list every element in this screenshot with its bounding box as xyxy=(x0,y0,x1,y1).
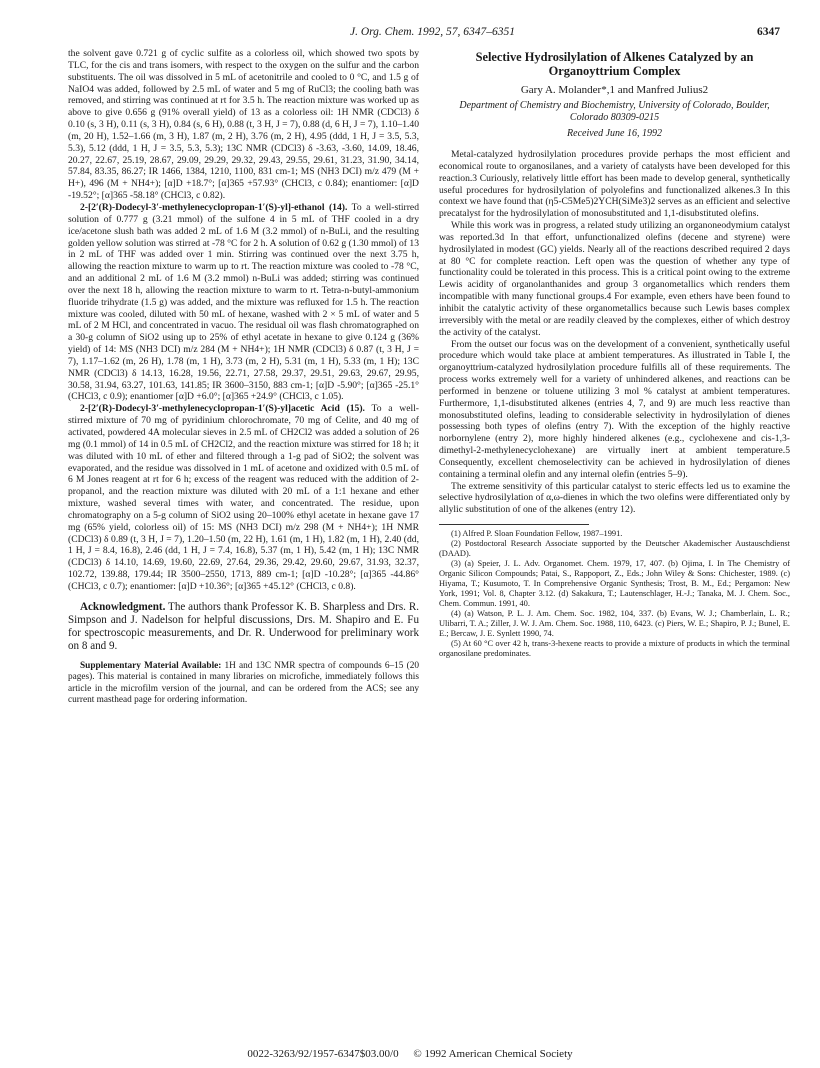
experimental-paragraph-3 xyxy=(68,403,419,593)
left-column xyxy=(68,48,419,707)
body-paragraph-3: From the outset our focus was on the development of a convenient, synthetically useful procedure which would take place at ambient temperatures. As illustrated in Table I, the organoyttrium-catalyzed hydrosilylation procedure fulfills all of these requirements. The process works extremely well for a variety of unhindered alkenes, and reactions can be performed in benzene or toluene utilizing 3 mol % catalyst at ambient temperatures. Furthermore, 1,1-disubstituted alkenes (entries 4, 7, and 9) are much less reactive than monosubstituted olefins, leading to considerable selectivity in hydrosilylation of dienes possessing both types of olefins (entry 7). With the exception of the highly reactive norbornylene (entry 2), more highly hindered alkenes (e.g., cyclohexene and cis-1,3-dimethyl-2-methylenecyclohexane) are virtually inert at ambient temperature.5 Consequently, excellent chemoselectivity can be achieved in hydrosilylation of dienes containing a terminal olefin and any internal olefin (entries 5–9). xyxy=(439,338,790,480)
footnote-5: (5) At 60 °C over 42 h, trans-3-hexene reacts to provide a mixture of products in which the terminal organosilane predominates. xyxy=(439,639,790,659)
body-paragraph-2: While this work was in progress, a related study utilizing an organoneodymium catalyst was reported.3d In that effort, unfunctionalized olefins (decene and styrene) were hydrosilylated in modest (GC) yields. Nearly all of the reactions described required 2 days at 80 °C for complete reaction. Left open was the question of whether any type of functionality could be tolerated in this process. This is a critical point owing to the extreme Lewis acidity of organolanthanides and group 3 organometallics which renders them incompatible with many functional groups.4 For example, even ethers have been found to inhibit the catalytic activity of these organometallics because such Lewis bases complex irreversibly with the metal or are readily cleaved by the complexes, either of which destroy the activity of the catalyst. xyxy=(439,220,790,338)
experimental-paragraph-2 xyxy=(68,202,419,403)
footnote-rule xyxy=(439,524,589,525)
supplementary-heading: Supplementary Material Available: xyxy=(80,660,222,671)
footnote-1: (1) Alfred P. Sloan Foundation Fellow, 1987–1991. xyxy=(451,529,623,539)
page-number: 6347 xyxy=(757,26,780,38)
footnote-4: (4) (a) Watson, P. L. J. Am. Chem. Soc. 1982, 104, 337. (b) Evans, W. J.; Chamberlain, L. R.; Ulibarri, T. A.; Ziller, J. W. J. Am. Chem. Soc. 1988, 110, 6423. (c) Piers, W. E.; Shapiro, P. J.; Bunel, E. E.; Bercaw, J. E. Synlett 1990, 74. xyxy=(439,609,790,639)
footnote-3: (3) (a) Speier, J. L. Adv. Organomet. Chem. 1979, 17, 407. (b) Ojima, I. In The Chemistry of Organic Silicon Compounds; Patai, S., Rappoport, Z., Eds.; John Wiley & Sons: Chichester, 1989. (c) Hiyama, T.; Kusumoto, T. In Comprehensive Organic Synthesis; Trost, B. M., Ed.; Pergamon: New York, 1991; Vol. 8, Chapter 3.12. (d) Sakakura, T.; Lautenschlager, H.-J.; Tanaka, M. J. Chem. Soc., Chem. Commun. 1991, 40. xyxy=(439,559,790,609)
page-footer xyxy=(0,1048,820,1060)
body-paragraph-1: Metal-catalyzed hydrosilylation procedures provide perhaps the most efficient and economical route to organosilanes, and a variety of catalysts have been developed for this reaction.3 Curiously, relatively little effort has been made to develop general, synthetically useful procedures for hydrosilylation of polyolefins and functionalized alkenes.3 In this context we have found that (η5-C5Me5)2YCH(SiMe3)2 serves as an efficient and selective precatalyst for the hydrosilylation of monosubstituted and 1,1-disubstituted olefins. xyxy=(439,149,790,220)
received-date: Received June 16, 1992 xyxy=(567,128,662,139)
experimental-paragraph-1: the solvent gave 0.721 g of cyclic sulfite as a colorless oil, which showed two spots by TLC, for the cis and trans isomers, with respect to the oxygen on the sulfur and the carbon substituents. The oil was dissolved in 5 mL of acetonitrile and cooled to 0 °C, and 1.5 g of NaIO4 was added, followed by 2.5 mL of water and 5 mg of RuCl3; the cooling bath was removed, and stirring was continued at rt for 3.5 h. The reaction mixture was worked up as above to give 0.656 g (91% overall yield) of 13 as a colorless oil: 1H NMR (CDCl3) δ 0.10 (s, 3 H), 0.11 (s, 3 H), 0.84 (s, 6 H), 0.88 (t, 3 H, J = 7), 0.88 (d, 6 H, J = 7), 1.10–1.40 (m, 20 H), 1.52–1.66 (m, 3 H), 1.87 (m, 2 H), 3.76 (m, 2 H), 4.95 (ddd, 1 H, J = 3.5, 5.3, 5.3), 5.12 (ddd, 1 H, J = 3.5, 5.3, 5.3); 13C NMR (CDCl3) δ -3.63, -3.60, 14.09, 18.46, 20.27, 22.67, 25.19, 28.67, 29.09, 29.29, 29.32, 29.43, 29.55, 29.61, 31.23, 31.90, 34.14, 57.84, 83.35, 86.27; IR 1466, 1384, 1210, 1100, 831 cm-1; MS (NH3 DCI) m/z 479 (M + H+), 496 (M + NH4+); [α]D +18.7°; [α]365 +57.93° (CHCl3, c 0.84); enantiomer: [α]D -19.52°; [α]365 -58.18° (CHCl3, c 0.82). xyxy=(68,48,419,202)
footnotes xyxy=(439,529,790,659)
article-title: Selective Hydrosilylation of Alkenes Catalyzed by an Organoyttrium Complex xyxy=(475,50,754,78)
right-column xyxy=(439,48,790,707)
acknowledgment-heading: Acknowledgment. xyxy=(80,600,166,613)
compound-14-body: To a well-stirred solution of 0.777 g (3.21 mmol) of the sulfone 4 in 5 mL of THF cooled in a dry ice/acetone slush bath was added 2 mL of 1.6 M (3.2 mmol) of n-BuLi, and the resulting golden yellow solution was stirred at -78 °C for 2 h. A solution of 0.62 g (1.30 mmol) of 13 in 2 mL of THF was added over 1 min. Stirring was continued over the next 3.75 h, allowing the reaction mixture to warm up to rt. The reaction mixture was cooled to -78 °C, and an additional 2 mL of 1.6 M (3.2 mmol) n-BuLi was added; stirring was continued over the next 18 h, allowing the reaction mixture to warm to rt. Tetra-n-butyl-ammonium fluoride trihydrate (1.5 g) was added, and the mixture was refluxed for 1.5 h. The reaction mixture was cooled, diluted with 50 mL of hexane, washed with 2 × 5 mL of water and 5 mL of 2 M HCl, and concentrated in vacuo. The residual oil was flash chromatographed on a 30-g column of SiO2 using up to 25% of ethyl acetate in hexane to give 0.124 g (36% yield) of 14: MS (NH3 DCI) m/z 284 (M + NH4+); 1H NMR (CDCl3) δ 0.87 (t, 3 H, J = 7), 1.17–1.62 (m, 26 H), 1.78 (m, 1 H), 3.73 (m, 2 H), 5.31 (m, 1 H), 5.33 (m, 1 H); 13C NMR (CDCl3) δ 14.13, 16.28, 19.56, 22.71, 27.58, 29.37, 29.51, 29.63, 29.67, 29.95, 30.58, 31.94, 63.27, 101.63, 141.85; IR 3600–3150, 883 cm-1; [α]D -5.90°; [α]365 -25.1° (CHCl3, c 0.9); enantiomer [α]D +6.0°; [α]365 +24.9° (CHCl3, c 1.05). xyxy=(68,201,419,403)
article-authors: Gary A. Molander*,1 and Manfred Julius2 xyxy=(520,84,709,96)
footnote-2: (2) Postdoctoral Research Associate supported by the Deutscher Akademischer Austauschdienst (DAAD). xyxy=(439,539,790,559)
copyright: © 1992 American Chemical Society xyxy=(413,1048,573,1060)
supplementary-material xyxy=(68,661,419,707)
acknowledgment-body: The authors thank Professor K. B. Sharpless and Drs. R. Simpson and J. Nadelson for helpful discussions, Drs. M. Shapiro and E. Fu for spectroscopic measurements, and Dr. R. Underwood for preliminary work on 8 and 9. xyxy=(68,600,419,652)
supplementary-body: 1H and 13C NMR spectra of compounds 6–15 (20 pages). This material is contained in many libraries on microfiche, immediately follows this article in the microfilm version of the journal, and can be ordered from the ACS; see any current masthead page for ordering information. xyxy=(68,660,419,706)
compound-15-heading: 2-[2′(R)-Dodecyl-3′-methylenecyclopropan-1′(S)-yl]acetic Acid (15). xyxy=(80,403,365,415)
journal-citation: J. Org. Chem. 1992, 57, 6347–6351 xyxy=(349,26,516,38)
acknowledgment xyxy=(68,601,419,653)
article-code: 0022-3263/92/1957-6347$03.00/0 xyxy=(247,1048,399,1060)
compound-14-heading: 2-[2′(R)-Dodecyl-3′-methylenecyclopropan-1′(S)-yl]-ethanol (14). xyxy=(80,201,348,213)
running-header xyxy=(68,26,790,38)
two-column-body xyxy=(68,48,790,707)
body-paragraph-4: The extreme sensitivity of this particular catalyst to steric effects led us to examine the selective hydrosilylation of α,ω-dienes in which the two olefins were differentiated only by allylic substitution of one of the alkenes (entry 12). xyxy=(439,480,790,516)
compound-15-body: To a well-stirred mixture of 70 mg of pyridinium chlorochromate, 70 mg of Celite, and 40 mg of activated, powdered 4A molecular sieves in 2.5 mL of CH2Cl2 was added a solution of 26 mg (0.1 mmol) of 14 in 0.5 mL of CH2Cl2, and the reaction mixture was stirred for 18 h; it was diluted with 10 mL of ether and filtered through a 1-g pad of SiO2; the solvent was evaporated, and the residue was dissolved in 1 mL of acetone and oxidized with 0.5 mL of 6 M Jones reagent at rt for 6 h; excess of the reagent was reduced with the addition of 2-propanol, and the reaction mixture was diluted with 20 mL of a 1:1 hexane and ether mixture, washed several times with water, and concentrated. The residue, upon chromatography on a 5-g column of SiO2 using 20–100% ethyl acetate in hexane gave 17 mg (65% yield, colorless oil) of 15: MS (NH3 DCI) m/z 298 (M + NH4+); 1H NMR (CDCl3) δ 0.89 (t, 3 H, J = 7), 1.20–1.50 (m, 22 H), 1.61 (m, 1 H), 1.82 (m, 1 H), 2.40 (dd, 1 H, J = 8.4, 16.8), 2.46 (dd, 1 H, J = 7.4, 16.8), 5.37 (m, 1 H), 5.42 (m, 1 H); 13C NMR (CDCl3) δ 14.10, 14.69, 19.60, 22.69, 27.64, 29.36, 29.42, 29.60, 29.67, 31.93, 32.37, 102.72, 139.88, 179.44; IR 3500–2550, 1713, 889 cm-1; [α]D -10.28°; [α]365 -44.86° (CHCl3, c 0.7); enantiomer: [α]D +10.36°; [α]365 +45.12° (CHCl3, c 0.8). xyxy=(68,403,419,592)
article-affiliation: Department of Chemistry and Biochemistry, University of Colorado, Boulder, Colorado 80309-0215 xyxy=(459,100,770,123)
